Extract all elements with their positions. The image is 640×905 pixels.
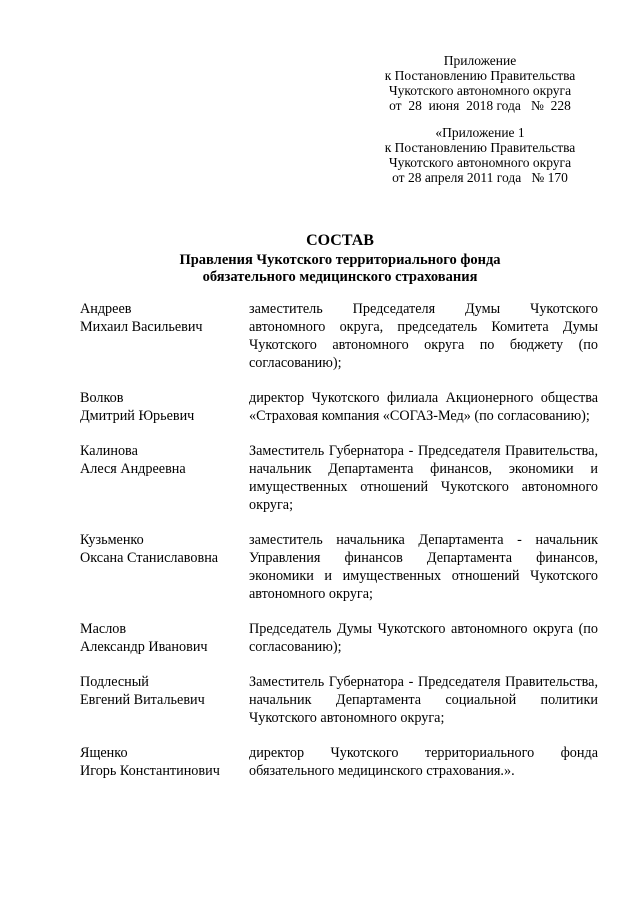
appendix-original-line-3: Чукотского автономного округа: [388, 155, 572, 170]
member-surname: Кузьменко: [80, 532, 144, 548]
title-main: СОСТАВ: [306, 232, 374, 249]
member-row: [80, 744, 598, 780]
member-row: [80, 531, 598, 603]
appendix-current-line-2: к Постановлению Правительства: [384, 68, 576, 83]
document-title: [60, 232, 620, 285]
appendix-header-original: [360, 125, 600, 185]
member-given-name: Дмитрий Юрьевич: [80, 408, 195, 424]
appendix-original-line-2: к Постановлению Правительства: [384, 140, 576, 155]
member-name: [80, 389, 249, 425]
member-surname: Калинова: [80, 443, 138, 459]
member-position: директор Чукотского территориального фонда обязательного медицинского страхования.».: [249, 745, 598, 779]
member-given-name: Михаил Васильевич: [80, 319, 203, 335]
member-surname: Андреев: [80, 301, 132, 317]
title-sub-line-2: обязательного медицинского страхования: [202, 268, 478, 285]
member-given-name: Александр Иванович: [80, 639, 208, 655]
appendix-original-line-1: «Приложение 1: [435, 125, 525, 140]
members-list: [80, 300, 598, 797]
appendix-header-current: [360, 53, 600, 113]
member-row: [80, 673, 598, 727]
member-name: [80, 744, 249, 780]
appendix-current-line-4: от 28 июня 2018 года № 228: [389, 98, 571, 113]
member-surname: Ященко: [80, 745, 128, 761]
appendix-current-line-1: Приложение: [443, 53, 517, 68]
member-given-name: Алеся Андреевна: [80, 461, 186, 477]
member-name: [80, 300, 249, 372]
member-position: Заместитель Губернатора - Председателя Правительства, начальник Департамента финансов, экономики и имущественных отношений Чукотского автономного округа;: [249, 443, 598, 513]
member-name: [80, 620, 249, 656]
member-given-name: Евгений Витальевич: [80, 692, 205, 708]
member-row: [80, 300, 598, 372]
member-name: [80, 673, 249, 727]
member-row: [80, 389, 598, 425]
member-row: [80, 442, 598, 514]
member-surname: Маслов: [80, 621, 127, 637]
member-name: [80, 531, 249, 603]
member-position: директор Чукотского филиала Акционерного общества «Страховая компания «СОГАЗ-Мед» (по согласованию);: [249, 390, 598, 424]
member-given-name: Игорь Константинович: [80, 763, 220, 779]
member-position: Заместитель Губернатора - Председателя Правительства, начальник Департамента социальной политики Чукотского автономного округа;: [249, 674, 598, 726]
member-row: [80, 620, 598, 656]
title-sub-line-1: Правления Чукотского территориального фонда: [179, 252, 501, 268]
member-surname: Волков: [80, 390, 124, 406]
member-position: заместитель начальника Департамента - начальник Управления финансов Департамента финансов, экономики и имущественных отношений Чукотского автономного округа;: [249, 532, 598, 602]
member-position: Председатель Думы Чукотского автономного округа (по согласованию);: [249, 621, 598, 655]
appendix-original-line-4: от 28 апреля 2011 года № 170: [392, 170, 568, 185]
member-name: [80, 442, 249, 514]
member-surname: Подлесный: [80, 674, 149, 690]
member-given-name: Оксана Станиславовна: [80, 550, 219, 566]
appendix-current-line-3: Чукотского автономного округа: [388, 83, 572, 98]
member-position: заместитель Председателя Думы Чукотского автономного округа, председатель Комитета Думы Чукотского автономного округа по бюджету (по согласованию);: [249, 301, 598, 371]
